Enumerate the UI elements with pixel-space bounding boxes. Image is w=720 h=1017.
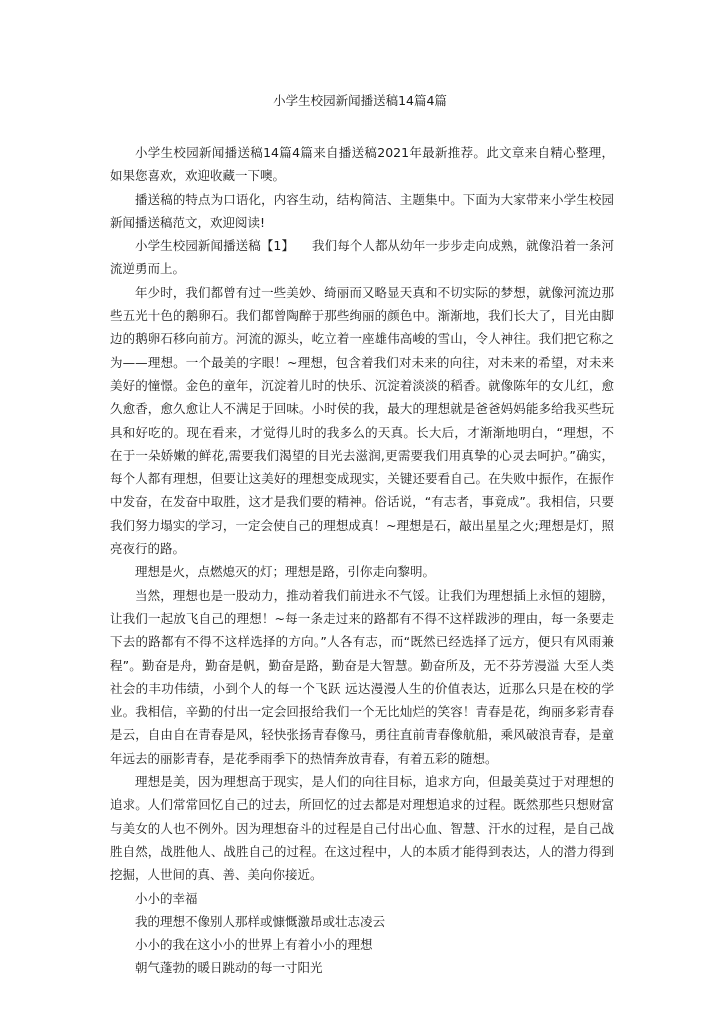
poem-line: 小小的我在这小小的世界上有着小小的理想	[135, 937, 373, 953]
poem-line: 我的理想不像别人那样或慷慨激昂或壮志凌云	[135, 913, 386, 929]
body-paragraph: 年少时，我们都曾有过一些美妙、绮丽而又略显天真和不切实际的梦想，就像河流边那些五光十色的鹅卵石。我们都曾陶醉于那些绚丽的颜色中。渐渐地，我们长大了，目光由脚边的鹅卵石移向前方。河流的源头，屹立着一座雄伟高峻的雪山，令人神往。我们把它称之为——理想。一个最美的字眼！~理想，包含着我们对未来的向往，对未来的希望，对未来美好的憧憬。金色的童年，沉淀着儿时的快乐、沉淀着淡淡的稻香。就像陈年的女儿红，愈久愈香，愈久愈让人不满足于回味。小时侯的我，最大的理想就是爸爸妈妈能多给我买些玩具和好吃的。现在看来，才觉得儿时的我多么的天真。长大后，才渐渐地明白，“理想，不在于一朵娇嫩的鲜花,需要我们渴望的目光去滋润,更需要我们用真挚的心灵去呵护。”确实，每个人都有理想，但要让这美好的理想变成现实，关键还要看自己。在失败中振作，在振作中发奋，在发奋中取胜，这才是我们要的精神。俗话说，“有志者，事竟成”。我相信，只要我们努力塌实的学习，一定会使自己的理想成真！~理想是石，敲出星星之火;理想是灯，照亮夜行的路。	[110, 284, 614, 557]
document-title: 小学生校园新闻播送稿14篇4篇	[273, 93, 447, 108]
section-lead: 我们每个人都从幼年一步步走向成熟，就像沿着一条河流逆勇而上。	[110, 238, 614, 277]
body-paragraph: 理想是火，点燃熄灭的灯；理想是路，引你走向黎明。	[135, 564, 436, 580]
poem-line: 朝气蓬勃的暖日跳动的每一寸阳光	[135, 960, 323, 976]
body-paragraph: 理想是美，因为理想高于现实，是人们的向往目标，追求方向，但最美莫过于对理想的追求。人们常常回忆自己的过去，所回忆的过去都是对理想追求的过程。既然那些只想财富与美女的人也不例外。因为理想奋斗的过程是自己付出心血、智慧、汗水的过程，是自己战胜自然，战胜他人、战胜自己的过程。在这过程中，人的本质才能得到表达，人的潜力得到挖掘，人世间的真、善、美向你接近。	[110, 774, 614, 883]
section-heading: 小学生校园新闻播送稿【1】	[135, 238, 295, 254]
description-paragraph: 播送稿的特点为口语化，内容生动，结构简洁、主题集中。下面为大家带来小学生校园新闻播送稿范文，欢迎阅读!	[110, 191, 614, 230]
poem-line: 小小的幸福	[135, 890, 198, 906]
document-body	[110, 141, 614, 980]
section-heading-paragraph	[110, 234, 614, 281]
body-paragraph: 当然，理想也是一股动力，推动着我们前进永不气馁。让我们为理想插上永恒的翅膀，让我们一起放飞自己的理想！~每一条走过来的路都有不得不这样跋涉的理由，每一条要走下去的路都有不得不这样选择的方向。”人各有志，而“既然已经选择了远方，便只有风雨兼程”。勤奋是舟，勤奋是帆，勤奋是路，勤奋是大智慧。勤奋所及，无不芬芳漫溢 大至人类社会的丰功伟绩，小到个人的每一个飞跃 远达漫漫人生的价值表达，近那么只是在校的学业。我相信，辛勤的付出一定会回报给我们一个无比灿烂的笑容！青春是花，绚丽多彩青春是云，自由自在青春是风，轻快张扬青春像马，勇往直前青春像航船，乘风破浪青春，是童年远去的丽影青春，是花季雨季下的热情奔放青春，有着五彩的随想。	[110, 587, 614, 766]
intro-paragraph: 小学生校园新闻播送稿14篇4篇来自播送稿2021年最新推荐。此文章来自精心整理，如果您喜欢，欢迎收藏一下噢。	[110, 145, 614, 184]
